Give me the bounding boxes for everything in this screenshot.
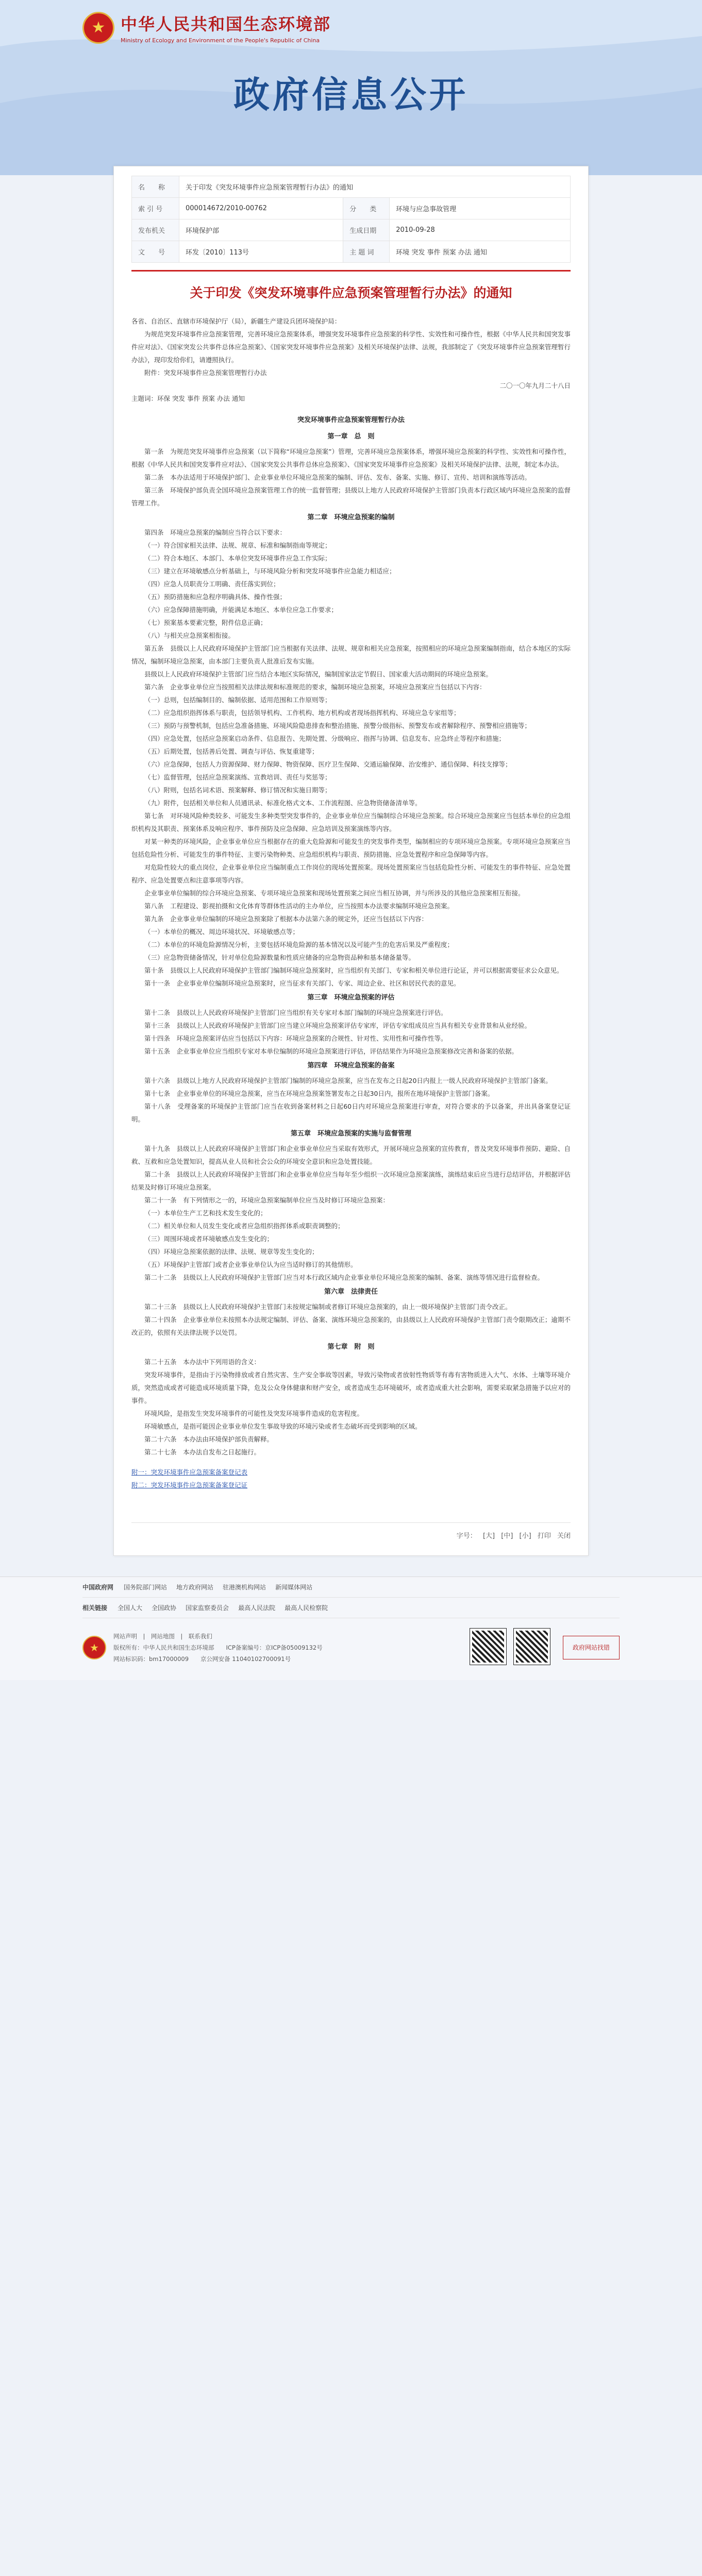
article-item: （七）监督管理，包括应急预案演练、宣教培训、责任与奖惩等； xyxy=(144,773,331,781)
attachment-link-2[interactable]: 附二：突发环境事件应急预案备案登记证 xyxy=(131,1481,248,1489)
article: 第六条 企业事业单位应当按照相关法律法规和标准规范的要求，编制环境应急预案，环境应急预案应当包括以下内容： xyxy=(144,683,486,691)
article: 县级以上人民政府环境保护主管部门应当结合本地区实际情况，编制国家法定节假日、国家重大活动期间的环境应急预案。 xyxy=(144,670,493,678)
font-size-label: 字号： xyxy=(456,1532,477,1540)
meta-key-keywords: 主 题 词 xyxy=(343,241,390,263)
chapter-heading: 第三章 环境应急预案的评估 xyxy=(307,994,395,1002)
article: 第四条 环境应急预案的编制应当符合以下要求： xyxy=(144,529,287,536)
org-name-en: Ministry of Ecology and Environment of the People's Republic of China xyxy=(121,37,320,44)
article: 第十五条 企业事业单位应当组织专家对本单位编制的环境应急预案进行评估，评估结果作为环境应急预案修改完善和备案的依据。 xyxy=(144,1047,519,1055)
article: 第十六条 县级以上地方人民政府环境保护主管部门编制的环境应急预案，应当在发布之日起20日内报上一级人民政府环境保护主管部门备案。 xyxy=(144,1077,552,1084)
attachment-link-1[interactable]: 附一：突发环境事件应急预案备案登记表 xyxy=(131,1468,248,1476)
article: 第八条 工程建设、影视拍摄和文化体育等群体性活动的主办单位，应当按照本办法要求编制环境应急预案。 xyxy=(144,902,454,910)
article: 第五条 县级以上人民政府环境保护主管部门应当根据有关法律、法规、规章和相关应急预案，按照相应的环境应急预案编制指南，结合本地区的实际情况，编制环境应急预案，由本部门主要负责人批准后发布实施。 xyxy=(131,645,571,665)
footer-link[interactable]: 驻港澳机构网站 xyxy=(223,1584,266,1591)
article: 第二十三条 县级以上人民政府环境保护主管部门未按规定编制或者修订环境应急预案的，由上一级环境保护主管部门责令改正。 xyxy=(144,1303,512,1311)
article: 第二十六条 本办法由环境保护部负责解释。 xyxy=(144,1435,274,1443)
footer-link-row xyxy=(82,1577,620,1598)
meta-value-index: 000014672/2010-00762 xyxy=(179,198,343,219)
footer-links-text[interactable]: 网站声明 | 网站地图 | 联系我们 xyxy=(113,1633,212,1640)
article: 第十七条 企业事业单位的环境应急预案，应当在环境应急预案签署发布之日起30日内，报所在地环境保护主管部门备案。 xyxy=(144,1090,494,1097)
article-item-list xyxy=(131,1207,571,1271)
article: 第十九条 县级以上人民政府环境保护主管部门和企业事业单位应当采取有效形式，开展环境应急预案的宣传教育，普及突发环境事件预防、避险、自救、互救和应急处置知识，提高从业人员和社会公众的环境安全意识和应急处置技能。 xyxy=(131,1145,571,1165)
chapter-heading: 第四章 环境应急预案的备案 xyxy=(307,1062,395,1070)
chapter-heading: 第六章 法律责任 xyxy=(324,1288,378,1296)
footer-link-label: 相关链接 xyxy=(82,1604,108,1612)
article: 第二十二条 县级以上人民政府环境保护主管部门应当对本行政区域内企业事业单位环境应急预案的编制、备案、演练等情况进行监督检查。 xyxy=(144,1274,544,1281)
article: 第十二条 县级以上人民政府环境保护主管部门应当组织有关专家对本部门编制的环境应急预案进行评估。 xyxy=(144,1009,447,1016)
article: 第二十一条 有下列情形之一的，环境应急预案编制单位应当及时修订环境应急预案： xyxy=(144,1196,390,1204)
salutation: 各省、自治区、直辖市环境保护厅（局），新疆生产建设兵团环境保护局： xyxy=(131,317,341,325)
article-item: （三）周围环境或者环境敏感点发生变化的； xyxy=(144,1235,274,1243)
article: 第十八条 受理备案的环境保护主管部门应当在收到备案材料之日起60日内对环境应急预案进行审查，对符合要求的予以备案，并出具备案登记证明。 xyxy=(131,1103,571,1123)
article: 第十四条 环境应急预案评估应当包括以下内容：环境应急预案的合规性、针对性、实用性和可操作性等。 xyxy=(144,1035,447,1042)
meta-key-docnum: 文 号 xyxy=(132,241,179,263)
org-name-cn: 中华人民共和国生态环境部 xyxy=(121,14,331,34)
article: 环境风险，是指发生突发环境事件的可能性及突发环境事件造成的危害程度。 xyxy=(144,1410,364,1417)
article-item: （五）后期处置，包括善后处置、调查与评估、恢复重建等； xyxy=(144,748,319,755)
article-item: （七）预案基本要素完整，附件信息正确； xyxy=(144,619,267,626)
article-item: （一）本单位的概况、周边环境状况、环境敏感点等； xyxy=(144,928,299,936)
article-item: （六）应急保障措施明确，并能满足本地区、本单位应急工作要求； xyxy=(144,606,338,614)
article-item-list xyxy=(131,925,571,964)
meta-key-category: 分 类 xyxy=(343,198,390,219)
article-item: （二）本单位的环境危险源情况分析，主要包括环境危险源的基本情况以及可能产生的危害后果及严重程度； xyxy=(144,941,454,948)
article: 第一条 为规范突发环境事件应急预案（以下简称“环境应急预案”）管理，完善环境应急预案体系，增强环境应急预案的科学性、实效性和可操作性，根据《中华人民共和国突发事件应对法》、《国家突发公共事件总体应急预案》、《国家突发环境事件应急预案》及相关环境保护法律、法规，制定本办法。 xyxy=(131,448,571,468)
footer-bottom xyxy=(0,1618,702,1680)
chapter-heading: 第二章 环境应急预案的编制 xyxy=(307,514,395,521)
article-item: （九）附件，包括相关单位和人员通讯录、标准化格式文本、工作流程图、应急物资储备清单等。 xyxy=(144,799,422,807)
meta-key-issuer: 发布机关 xyxy=(132,219,179,241)
article-item: （六）应急保障，包括人力资源保障、财力保障、物资保障、医疗卫生保障、交通运输保障、治安维护、通信保障、科技支撑等； xyxy=(144,760,512,768)
meta-value-docnum: 环发〔2010〕113号 xyxy=(179,241,343,263)
article-item: （五）环境保护主管部门或者企业事业单位认为应当适时修订的其他情形。 xyxy=(144,1261,357,1268)
article: 第二条 本办法适用于环境保护部门、企业事业单位环境应急预案的编制、评估、发布、备案、实施、修订、宣传、培训和演练等活动。 xyxy=(144,473,531,481)
article-item: （五）预防措施和应急程序明确具体、操作性强； xyxy=(144,593,287,601)
article: 第二十七条 本办法自发布之日起施行。 xyxy=(144,1448,261,1456)
article: 第九条 企业事业单位编制的环境应急预案除了根据本办法第六条的规定外，还应当包括以下内容： xyxy=(144,915,428,923)
footer-link[interactable]: 全国政协 xyxy=(152,1604,177,1612)
article-item: （四）应急人员职责分工明确、责任落实到位； xyxy=(144,580,280,588)
footer-link[interactable]: 新闻媒体网站 xyxy=(275,1584,313,1591)
article: 第十条 县级以上人民政府环境保护主管部门编制环境应急预案时，应当组织有关部门、专家和相关单位进行论证，并可以根据需要征求公众意见。 xyxy=(144,967,563,974)
footer-emblem-icon: ★ xyxy=(82,1636,106,1659)
article: 第十一条 企业事业单位编制环境应急预案时，应当征求有关部门、专家、周边企业、社区和居民代表的意见。 xyxy=(144,979,460,987)
chapter-heading: 第七章 附 则 xyxy=(327,1343,375,1351)
article: 第三条 环境保护部负责全国环境应急预案管理工作的统一监督管理；县级以上地方人民政府环境保护主管部门负责本行政区域内环境应急预案的监督管理工作。 xyxy=(131,486,571,507)
article-item: （一）本单位生产工艺和技术发生变化的； xyxy=(144,1209,267,1217)
article-item: （一）总则，包括编制目的、编制依据、适用范围和工作原则等； xyxy=(144,696,331,704)
meta-key-index: 索 引 号 xyxy=(132,198,179,219)
article-item: （一）符合国家相关法律、法规、规章、标准和编制指南等规定； xyxy=(144,541,331,549)
article-item: （三）建立在环境敏感点分析基础上，与环境风险分析和突发环境事件应急能力相适应； xyxy=(144,567,396,575)
article-item: （三）应急物资储备情况，针对单位危险源数量和性质应储备的应急物资品种和基本储备量等。 xyxy=(144,954,415,961)
meta-key-name: 名 称 xyxy=(132,176,179,198)
document-metadata-table xyxy=(131,176,571,263)
method-title: 突发环境事件应急预案管理暂行办法 xyxy=(297,416,405,424)
meta-value-keywords: 环境 突发 事件 预案 办法 通知 xyxy=(390,241,571,263)
article: 对危险性较大的重点岗位，企业事业单位应当编制重点工作岗位的现场处置预案。现场处置预案应当包括危险性分析、可能发生的事件特征、应急处置程序、应急处置要点和注意事项等内容。 xyxy=(131,863,571,884)
font-small-button[interactable]: [小] xyxy=(519,1532,531,1540)
article: 第二十条 县级以上人民政府环境保护主管部门和企业事业单位应当每年至少组织一次环境应急预案演练，演练结束后应当进行总结评估，并根据评估结果及时修订环境应急预案。 xyxy=(131,1171,571,1191)
article-item: （二）相关单位和人员发生变化或者应急组织指挥体系或职责调整的； xyxy=(144,1222,344,1230)
meta-value-date: 2010-09-28 xyxy=(390,219,571,241)
copyright-text: 版权所有：中华人民共和国生态环境部 ICP备案编号：京ICP备05009132号 xyxy=(113,1644,323,1651)
close-button[interactable]: 关闭 xyxy=(557,1532,571,1540)
print-button[interactable]: 打印 xyxy=(537,1532,551,1540)
article-item: （三）预防与预警机制，包括应急准备措施、环境风险隐患排查和整治措施、预警分级指标、预警发布或者解除程序、预警相应措施等； xyxy=(144,722,531,730)
article: 第七条 对环境风险种类较多、可能发生多种类型突发事件的，企业事业单位应当编制综合环境应急预案。综合环境应急预案应当包括本单位的应急组织机构及其职责、预案体系及响应程序、事件预防及应急保障、应急培训及预案演练等内容。 xyxy=(131,812,571,833)
meta-key-date: 生成日期 xyxy=(343,219,390,241)
chapter-heading: 第一章 总 则 xyxy=(327,433,375,440)
article-item-list xyxy=(131,539,571,642)
article-item-list xyxy=(131,693,571,809)
document-body xyxy=(131,315,571,1492)
meta-value-issuer: 环境保护部 xyxy=(179,219,343,241)
attachment-note: 附件：突发环境事件应急预案管理暂行办法 xyxy=(144,369,267,377)
issue-date: 二〇一〇年九月二十八日 xyxy=(499,382,571,389)
content-panel xyxy=(113,166,589,1556)
registration-text: 网站标识码：bm17000009 京公网安备 11040102700091号 xyxy=(113,1655,291,1663)
footer-link[interactable]: 国家监察委员会 xyxy=(186,1604,229,1612)
article-item: （四）环境应急预案依据的法律、法规、规章等发生变化的； xyxy=(144,1248,319,1256)
article: 对某一种类的环境风险，企业事业单位应当根据存在的重大危险源和可能发生的突发事件类型，编制相应的专项环境应急预案。专项环境应急预案应当包括危险性分析、可能发生的事件特征、主要污染物种类、应急组织机构与职责、预防措施、应急处置程序和应急保障等内容。 xyxy=(131,838,571,858)
meta-value-name: 关于印发《突发环境事件应急预案管理暂行办法》的通知 xyxy=(179,176,571,198)
article: 第十三条 县级以上人民政府环境保护主管部门应当建立环境应急预案评估专家库，评估专家组成员应当具有相关专业背景和从业经验。 xyxy=(144,1022,531,1029)
intro-paragraph: 为规范突发环境事件应急预案管理，完善环境应急预案体系，增强突发环境事件应急预案的科学性、实效性和可操作性，根据《中华人民共和国突发事件应对法》、《国家突发公共事件总体应急预案》、《国家突发环境事件应急预案》及相关环境保护法律、法规，我部制定了《突发环境事件应急预案管理暂行办法》，现印发给你们，请遵照执行。 xyxy=(131,330,571,364)
site-footer xyxy=(0,1577,702,1618)
footer-link[interactable]: 地方政府网站 xyxy=(176,1584,214,1591)
document-title: 关于印发《突发环境事件应急预案管理暂行办法》的通知 xyxy=(131,270,571,315)
footer-link-row xyxy=(82,1598,620,1618)
font-large-button[interactable]: [大] xyxy=(482,1532,495,1540)
font-medium-button[interactable]: [中] xyxy=(501,1532,513,1540)
article-item: （八）与相关应急预案相衔接。 xyxy=(144,632,235,639)
banner-title: 政府信息公开 xyxy=(233,74,469,116)
footer-link[interactable]: 国务院部门网站 xyxy=(124,1584,168,1591)
footer-link[interactable]: 最高人民法院 xyxy=(238,1604,276,1612)
article-item: （四）应急处置，包括应急预案启动条件、信息报告、先期处置、分级响应、指挥与协调、信息发布、应急终止等程序和措施； xyxy=(144,735,506,742)
meta-value-category: 环境与应急事故管理 xyxy=(390,198,571,219)
footer-link-label: 中国政府网 xyxy=(82,1584,114,1591)
article: 企业事业单位编制的综合环境应急预案、专项环境应急预案和现场处置预案之间应当相互协调，并与所涉及的其他应急预案相互衔接。 xyxy=(144,889,525,897)
article-item: （二）符合本地区、本部门、本单位突发环境事件应急工作实际； xyxy=(144,554,331,562)
site-header xyxy=(0,0,702,175)
article-item: （二）应急组织指挥体系与职责，包括领导机构、工作机构、地方机构或者现场指挥机构、环境应急专家组等； xyxy=(144,709,460,717)
national-emblem-icon: ★ xyxy=(82,12,114,44)
footer-link[interactable]: 全国人大 xyxy=(118,1604,143,1612)
qr-code-icon xyxy=(470,1629,506,1665)
error-report-badge[interactable]: 政府网站找错 xyxy=(563,1636,620,1659)
chapter-heading: 第五章 环境应急预案的实施与监督管理 xyxy=(290,1130,411,1138)
article: 环境敏感点，是指可能因企业事业单位发生事故导致的环境污染或者生态破坏而受到影响的区域。 xyxy=(144,1422,422,1430)
article: 第二十四条 企业事业单位未按照本办法规定编制、评估、备案、演练环境应急预案的，由县级以上人民政府环境保护主管部门责令限期改正；逾期不改正的，依照有关法律法规予以处罚。 xyxy=(131,1316,571,1336)
article-item: （八）附则，包括名词术语、预案解释、修订情况和实施日期等； xyxy=(144,786,331,794)
qr-code-icon xyxy=(514,1629,550,1665)
keywords-line: 主题词：环保 突发 事件 预案 办法 通知 xyxy=(131,395,245,402)
article: 突发环境事件，是指由于污染物排放或者自然灾害、生产安全事故等因素，导致污染物或者放射性物质等有毒有害物质进入大气、水体、土壤等环境介质，突然造成或者可能造成环境质量下降，危及公众身体健康和财产安全，或者造成生态环境破坏，或者造成重大社会影响，需要采取紧急措施予以应对的事件。 xyxy=(131,1371,571,1404)
article: 第二十五条 本办法中下列用语的含义： xyxy=(144,1358,261,1366)
font-size-toolbar xyxy=(131,1522,571,1540)
site-logo[interactable] xyxy=(82,11,331,44)
footer-link[interactable]: 最高人民检察院 xyxy=(285,1604,328,1612)
